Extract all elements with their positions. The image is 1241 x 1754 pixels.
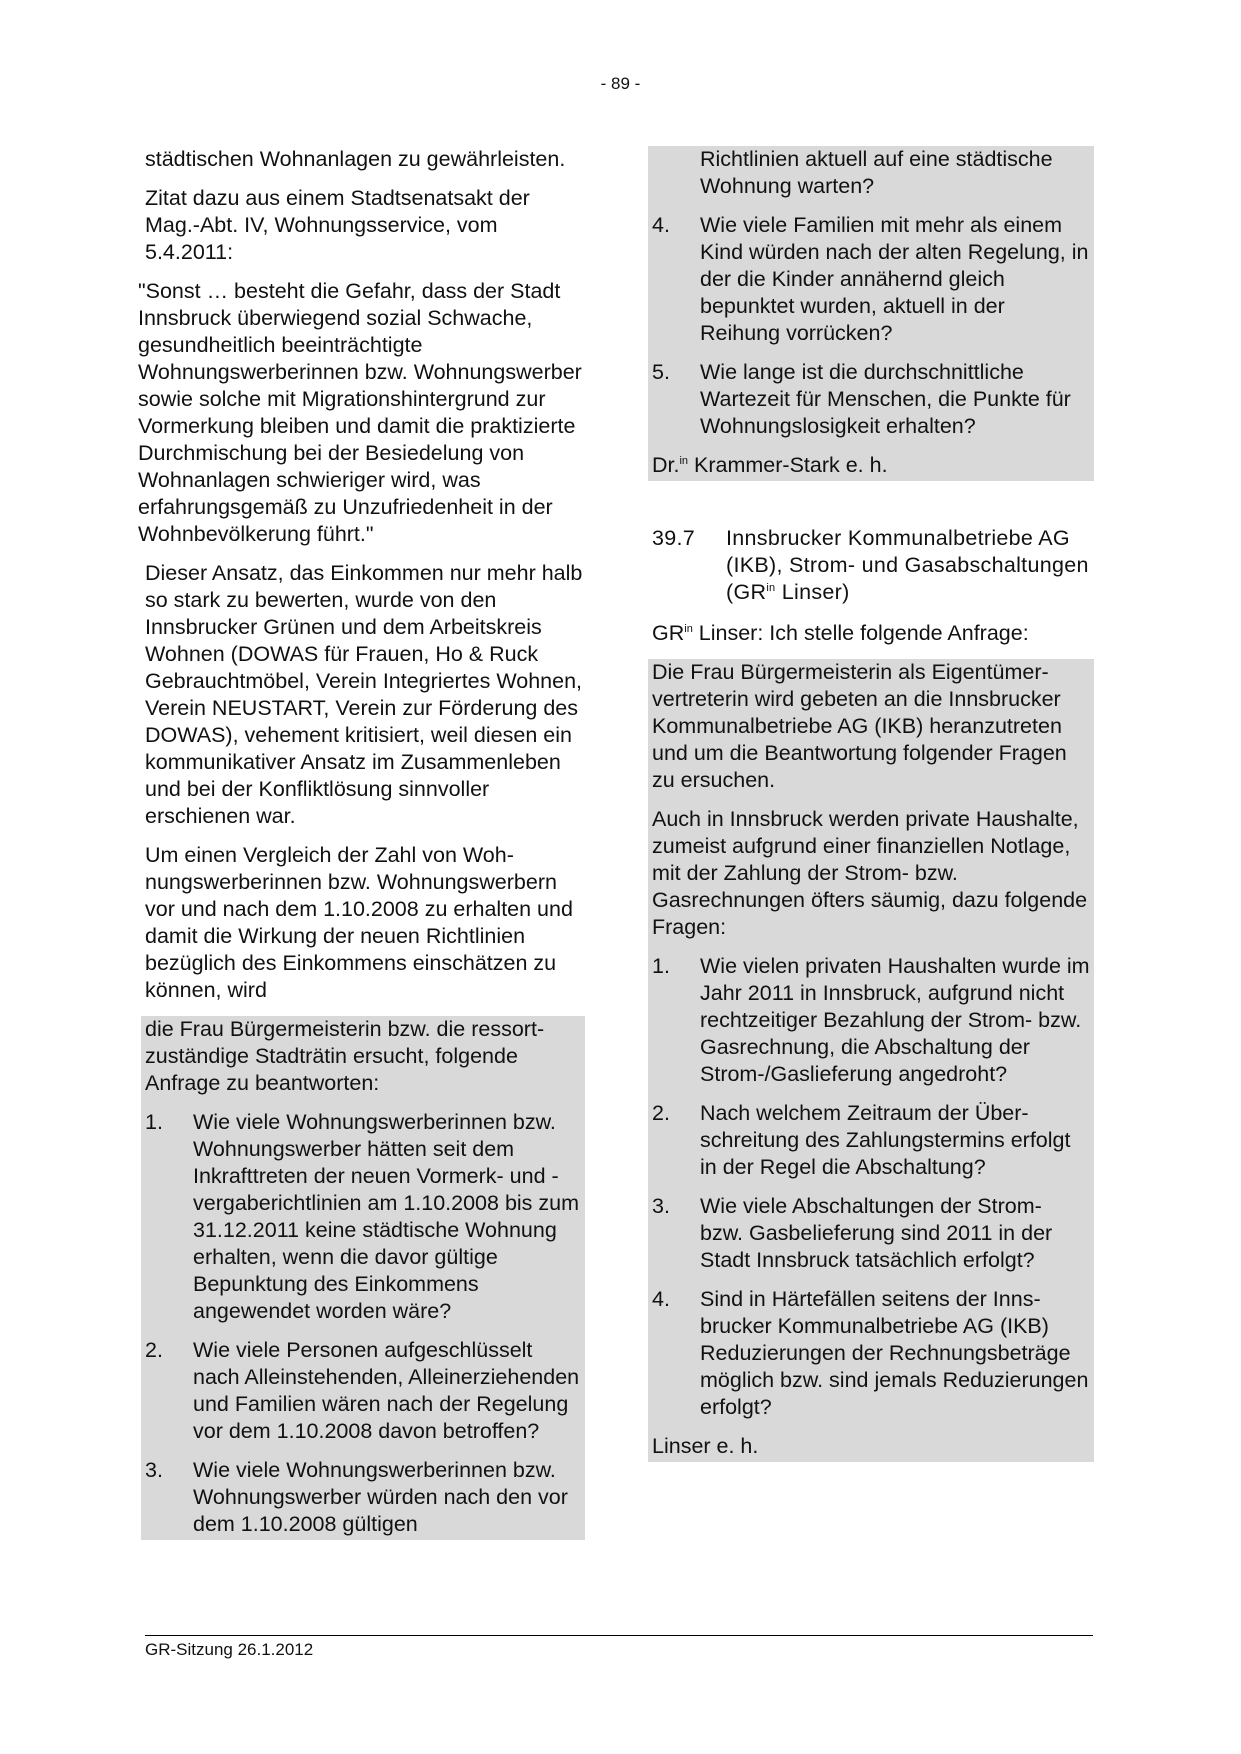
item-text: Richtlinien aktuell auf eine städtische Wohnung warten? <box>700 147 1053 198</box>
item-number: 3. <box>652 1194 670 1218</box>
left-column <box>138 146 585 1540</box>
section-heading <box>652 525 1094 606</box>
item-number: 4. <box>652 1287 670 1311</box>
item-number: 1. <box>652 954 670 978</box>
list-item <box>652 1286 1090 1421</box>
signature: Dr.$^{in}$ Krammer-Stark e. h. <box>652 453 888 477</box>
item-number: 4. <box>652 213 670 237</box>
paragraph: Um einen Vergleich der Zahl von Wohnungswerberinnen bzw. Wohnungswerbern vor und nach dem 1.10.2008 zu erhalten und damit die Wirkung der neuen Richtlinien bezüglich des Einkommens einschätzen zu können, wird <box>145 843 573 1002</box>
question-block <box>141 1016 585 1540</box>
page-number: - 89 - <box>600 74 641 93</box>
question-list <box>145 1109 581 1538</box>
section-title: Innsbrucker Kommunalbetriebe AG (IKB), Strom- und Gasabschaltungen ($GR^{in}$ Linser) <box>726 526 1089 604</box>
quotation: "Sonst … besteht die Gefahr, dass der Stadt Innsbruck überwiegend sozial Schwache, gesundheitlich beeinträchtigte Wohnungswerberinnen bzw. Wohnungswerber sowie solche mit Migrationshintergrund zur Vormerkung bleiben und damit die praktizierte Durchmischung bei der Besiedelung von Wohnanlagen schwieriger wird, was erfahrungsgemäß zu Unzufriedenheit in der Wohnbevölkerung führt." <box>138 279 582 546</box>
context-text: Auch in Innsbruck werden private Haushalte, zumeist aufgrund einer finanziellen Notlage, mit der Zahlung der Strom- bzw. Gasrechnungen öfters säumig, dazu folgende Fragen: <box>652 807 1088 939</box>
question-list <box>652 953 1090 1421</box>
item-text: Wie viele Familien mit mehr als einem Kind würden nach der alten Regelung, in der die Kinder annähernd gleich bepunktet wurden, aktuell in der Reihung vorrücken? <box>700 213 1089 345</box>
item-text: Wie viele Personen aufgeschlüsselt nach Alleinstehenden, Alleinerziehenden und Familien wären nach der Regelung vor dem 1.10.2008 davon betroffen? <box>193 1338 580 1443</box>
paragraph: Zitat dazu aus einem Stadtsenatsakt der Mag.-Abt. IV, Wohnungsservice, vom 5.4.2011: <box>145 186 530 264</box>
list-item <box>652 1100 1090 1181</box>
paragraph: städtischen Wohnanlagen zu gewährleisten. <box>145 147 566 171</box>
footer-text: GR-Sitzung 26.1.2012 <box>145 1640 314 1659</box>
list-item <box>652 359 1090 440</box>
item-text: Wie viele Abschaltungen der Strom- bzw. Gasbelieferung sind 2011 in der Stadt Innsbruck tatsächlich erfolgt? <box>700 1194 1053 1272</box>
item-text: Wie viele Wohnungswerberinnen bzw. Wohnungswerber hätten seit dem Inkrafttreten der neuen Vormerk- und -vergaberichtlinien am 1.10.2008 bis zum 31.12.2011 keine städtische Wohnung erhalten, wenn die davor gültige Bepunktung des Einkommens angewendet worden wäre? <box>193 1110 580 1323</box>
list-item <box>652 953 1090 1088</box>
list-item <box>145 1109 581 1325</box>
item-number: 5. <box>652 360 670 384</box>
right-column <box>652 146 1094 1462</box>
item-text: Wie vielen privaten Haushalten wurde im Jahr 2011 in Innsbruck, aufgrund nicht rechtzeitiger Bezahlung der Strom- bzw. Gasrechnung, die Abschaltung der Strom-/Gaslieferung angedroht? <box>700 954 1090 1086</box>
item-text: Nach welchem Zeitraum der Überschreitung des Zahlungstermins erfolgt in der Regel die Abschaltung? <box>700 1101 1071 1179</box>
list-item <box>652 212 1090 347</box>
intro-line: $GR^{in}$ Linser: Ich stelle folgende Anfrage: <box>652 621 1029 645</box>
item-number: 1. <box>145 1110 163 1134</box>
list-item <box>145 1457 581 1538</box>
paragraph: Dieser Ansatz, das Einkommen nur mehr halb so stark zu bewerten, wurde von den Innsbrucker Grünen und dem Arbeitskreis Wohnen (DOWAS für Frauen, Ho & Ruck Gebrauchtmöbel, Verein Integriertes Wohnen, Verein NEUSTART, Verein zur Förderung des DOWAS), vehement kritisiert, weil diesen ein kommunikativer Ansatz im Zusammenleben und bei der Konfliktlösung sinnvoller erschienen war. <box>145 561 583 828</box>
list-item <box>652 1193 1090 1274</box>
section-number: 39.7 <box>652 526 696 550</box>
request-text: Die Frau Bürgermeisterin als Eigentümervertreterin wird gebeten an die Innsbrucker Kommunalbetriebe AG (IKB) heranzutreten und um die Beantwortung folgender Fragen zu ersuchen. <box>652 660 1067 792</box>
item-number: 3. <box>145 1458 163 1482</box>
question-list <box>652 146 1090 440</box>
list-item <box>145 1337 581 1445</box>
item-number: 2. <box>145 1338 163 1362</box>
question-block-ikb <box>648 659 1094 1462</box>
item-text: Sind in Härtefällen seitens der Innsbrucker Kommunalbetriebe AG (IKB) Reduzierungen der Rechnungsbeträge möglich bzw. sind jemals Reduzierungen erfolgt? <box>700 1287 1089 1419</box>
item-number: 2. <box>652 1101 670 1125</box>
item-text: Wie lange ist die durchschnittliche Wartezeit für Menschen, die Punkte für Wohnungslosigkeit erhalten? <box>700 360 1071 438</box>
list-item <box>652 146 1090 200</box>
item-text: Wie viele Wohnungswerberinnen bzw. Wohnungswerber würden nach den vor dem 1.10.2008 gültigen <box>193 1458 568 1536</box>
request-text: die Frau Bürgermeisterin bzw. die ressortzuständige Stadträtin ersucht, folgende Anfrage zu beantworten: <box>145 1017 545 1095</box>
footer-rule <box>145 1635 1093 1636</box>
signature: Linser e. h. <box>652 1434 759 1458</box>
question-block-continued <box>648 146 1094 481</box>
